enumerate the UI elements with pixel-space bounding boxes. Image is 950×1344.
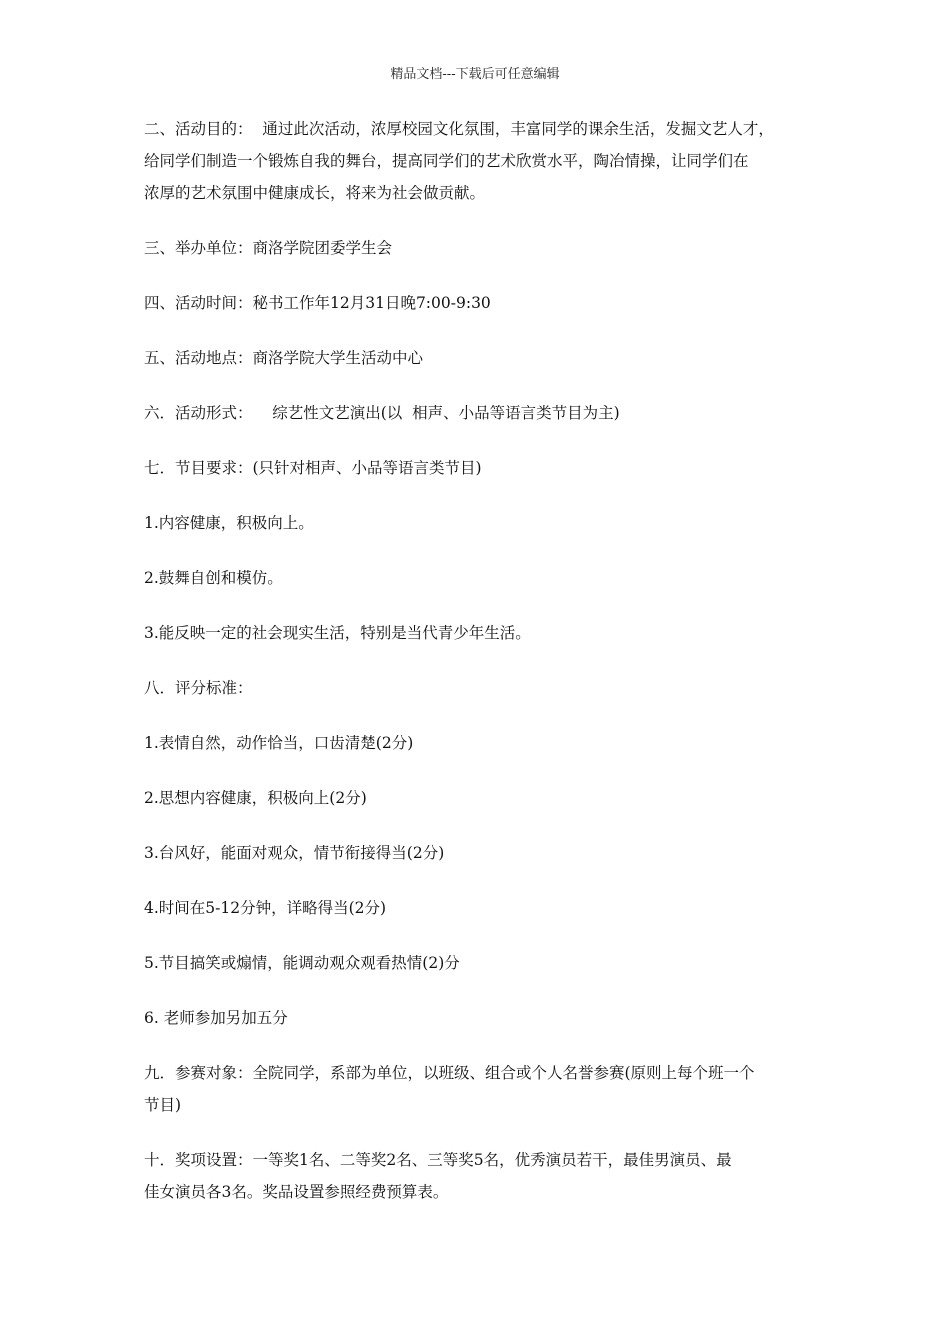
paragraph xyxy=(144,232,814,264)
text-line: 1.内容健康，积极向上。 xyxy=(144,514,314,532)
paragraph xyxy=(144,452,814,484)
text-line: 五、活动地点：商洛学院大学生活动中心 xyxy=(144,349,424,367)
paragraph xyxy=(144,1002,814,1034)
paragraph xyxy=(144,507,814,539)
text-line: 三、举办单位：商洛学院团委学生会 xyxy=(144,239,393,257)
paragraph xyxy=(144,782,814,814)
text-line: 2.思想内容健康，积极向上(2分) xyxy=(144,789,367,807)
paragraph xyxy=(144,947,814,979)
text-line: 给同学们制造一个锻炼自我的舞台，提高同学们的艺术欣赏水平，陶冶情操，让同学们在 xyxy=(144,152,749,170)
text-line: 5.节目搞笑或煽情，能调动观众观看热情(2)分 xyxy=(144,954,460,972)
text-line: 九．参赛对象：全院同学，系部为单位，以班级、组合或个人名誉参赛(原则上每个班一个 xyxy=(144,1064,755,1082)
text-line: 四、活动时间：秘书工作年12月31日晚7:00-9:30 xyxy=(144,294,491,312)
paragraph xyxy=(144,562,814,594)
text-line: 十．奖项设置：一等奖1名、二等奖2名、三等奖5名，优秀演员若干，最佳男演员、最 xyxy=(144,1151,732,1169)
text-line: 3.台风好，能面对观众，情节衔接得当(2分) xyxy=(144,844,445,862)
text-line: 1.表情自然，动作恰当，口齿清楚(2分) xyxy=(144,734,414,752)
paragraph xyxy=(144,617,814,649)
paragraph xyxy=(144,837,814,869)
text-line: 3.能反映一定的社会现实生活，特别是当代青少年生活。 xyxy=(144,624,531,642)
paragraph xyxy=(144,287,814,319)
paragraph xyxy=(144,1057,814,1121)
text-line: 6. 老师参加另加五分 xyxy=(144,1009,288,1027)
text-line: 2.鼓舞自创和模仿。 xyxy=(144,569,283,587)
text-line: 二、活动目的： 通过此次活动，浓厚校园文化氛围，丰富同学的课余生活，发掘文艺人才， xyxy=(144,120,774,138)
text-line: 八．评分标准： xyxy=(144,679,253,697)
text-line: 浓厚的艺术氛围中健康成长，将来为社会做贡献。 xyxy=(144,184,486,202)
text-line: 七．节目要求：(只针对相声、小品等语言类节目) xyxy=(144,459,482,477)
text-line: 节目) xyxy=(144,1096,182,1114)
paragraph xyxy=(144,727,814,759)
paragraph xyxy=(144,892,814,924)
paragraph xyxy=(144,672,814,704)
paragraph xyxy=(144,1144,814,1208)
document-body xyxy=(144,113,814,1231)
paragraph xyxy=(144,113,814,209)
paragraph xyxy=(144,397,814,429)
text-line: 4.时间在5-12分钟，详略得当(2分) xyxy=(144,899,387,917)
paragraph xyxy=(144,342,814,374)
page-header: 精品文档---下载后可任意编辑 xyxy=(390,67,560,82)
text-line: 六．活动形式： 综艺性文艺演出(以 相声、小品等语言类节目为主) xyxy=(144,404,620,422)
text-line: 佳女演员各3名。奖品设置参照经费预算表。 xyxy=(144,1183,449,1201)
